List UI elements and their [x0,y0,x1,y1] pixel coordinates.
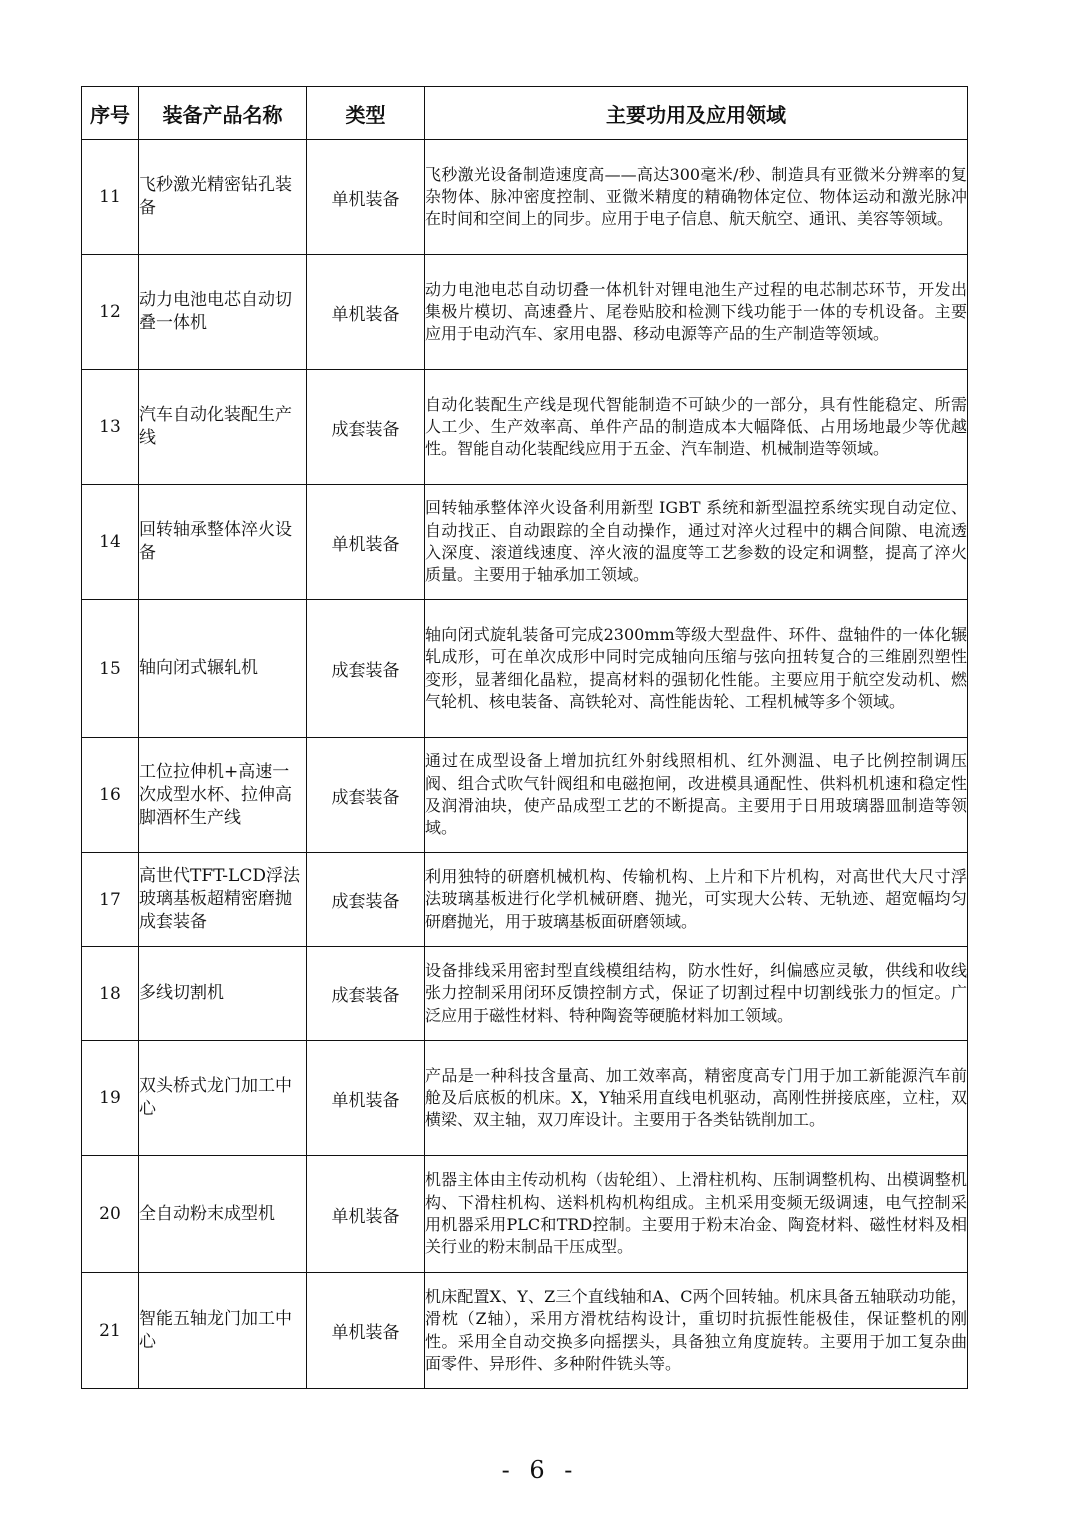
row-type: 成套装备 [307,853,425,947]
row-number: 14 [82,485,139,600]
row-number: 21 [82,1273,139,1389]
table-row [82,140,968,255]
row-type: 成套装备 [307,370,425,485]
table-row [82,947,968,1041]
row-number: 15 [82,600,139,738]
row-type: 单机装备 [307,1041,425,1156]
row-type: 单机装备 [307,1273,425,1389]
row-number: 16 [82,738,139,853]
table-row [82,600,968,738]
row-product-name: 高世代TFT-LCD浮法玻璃基板超精密磨抛成套装备 [139,853,307,947]
header-number: 序号 [82,87,139,140]
header-type: 类型 [307,87,425,140]
table-row [82,1156,968,1273]
row-product-name: 汽车自动化装配生产线 [139,370,307,485]
table-row [82,853,968,947]
equipment-table [81,86,968,1389]
row-number: 11 [82,140,139,255]
row-description: 动力电池电芯自动切叠一体机针对锂电池生产过程的电芯制芯环节，开发出集极片模切、高速叠片、尾卷贴胶和检测下线功能于一体的专机设备。主要应用于电动汽车、家用电器、移动电源等产品的生产制造等领域。 [425,255,968,370]
row-type: 成套装备 [307,738,425,853]
row-description: 设备排线采用密封型直线模组结构，防水性好，纠偏感应灵敏，供线和收线张力控制采用闭环反馈控制方式，保证了切割过程中切割线张力的恒定。广泛应用于磁性材料、特种陶瓷等硬脆材料加工领域。 [425,947,968,1041]
row-product-name: 多线切割机 [139,947,307,1041]
table-row [82,738,968,853]
header-product-name: 装备产品名称 [139,87,307,140]
row-type: 成套装备 [307,600,425,738]
row-number: 12 [82,255,139,370]
row-description: 轴向闭式旋轧装备可完成2300mm等级大型盘件、环件、盘轴件的一体化辗轧成形，可在单次成形中同时完成轴向压缩与弦向扭转复合的三维剧烈塑性变形，显著细化晶粒，提高材料的强韧化性能。主要应用于航空发动机、燃气轮机、核电装备、高铁轮对、高性能齿轮、工程机械等多个领域。 [425,600,968,738]
table-header-row [82,87,968,140]
table-row [82,255,968,370]
row-description: 自动化装配生产线是现代智能制造不可缺少的一部分，具有性能稳定、所需人工少、生产效率高、单件产品的制造成本大幅降低、占用场地最少等优越性。智能自动化装配线应用于五金、汽车制造、机械制造等领域。 [425,370,968,485]
row-type: 成套装备 [307,947,425,1041]
row-number: 20 [82,1156,139,1273]
page-number: - 6 - [501,1456,579,1484]
table-row [82,370,968,485]
table-row [82,1273,968,1389]
row-number: 18 [82,947,139,1041]
row-type: 单机装备 [307,1156,425,1273]
table-row [82,485,968,600]
row-product-name: 动力电池电芯自动切叠一体机 [139,255,307,370]
row-product-name: 智能五轴龙门加工中心 [139,1273,307,1389]
row-product-name: 工位拉伸机+高速一次成型水杯、拉伸高脚酒杯生产线 [139,738,307,853]
row-description: 回转轴承整体淬火设备利用新型 IGBT 系统和新型温控系统实现自动定位、自动找正、自动跟踪的全自动操作，通过对淬火过程中的耦合间隙、电流透入深度、滚道线速度、淬火液的温度等工艺参数的设定和调整，提高了淬火质量。主要用于轴承加工领域。 [425,485,968,600]
row-description: 利用独特的研磨机械机构、传输机构、上片和下片机构，对高世代大尺寸浮法玻璃基板进行化学机械研磨、抛光，可实现大公转、无轨迹、超宽幅均匀研磨抛光，用于玻璃基板面研磨领域。 [425,853,968,947]
row-description: 飞秒激光设备制造速度高——高达300毫米/秒、制造具有亚微米分辨率的复杂物体、脉冲密度控制、亚微米精度的精确物体定位、物体运动和激光脉冲在时间和空间上的同步。应用于电子信息、航天航空、通讯、美容等领域。 [425,140,968,255]
row-product-name: 双头桥式龙门加工中心 [139,1041,307,1156]
row-number: 19 [82,1041,139,1156]
row-type: 单机装备 [307,485,425,600]
table-row [82,1041,968,1156]
row-type: 单机装备 [307,255,425,370]
row-number: 17 [82,853,139,947]
row-description: 机床配置X、Y、Z三个直线轴和A、C两个回转轴。机床具备五轴联动功能，滑枕（Z轴），采用方滑枕结构设计，重切时抗振性能极佳，保证整机的刚性。采用全自动交换多向摇摆头，具备独立角度旋转。主要用于加工复杂曲面零件、异形件、多种附件铣头等。 [425,1273,968,1389]
row-description: 机器主体由主传动机构（齿轮组）、上滑柱机构、压制调整机构、出模调整机构、下滑柱机构、送料机构机构组成。主机采用变频无级调速，电气控制采用机器采用PLC和TRD控制。主要用于粉末冶金、陶瓷材料、磁性材料及相关行业的粉末制品干压成型。 [425,1156,968,1273]
row-product-name: 回转轴承整体淬火设备 [139,485,307,600]
header-function: 主要功用及应用领域 [425,87,968,140]
row-type: 单机装备 [307,140,425,255]
row-description: 产品是一种科技含量高、加工效率高，精密度高专门用于加工新能源汽车前舱及后底板的机床。X，Y轴采用直线电机驱动，高刚性拼接底座，立柱，双横梁、双主轴，双刀库设计。主要用于各类钻铣削加工。 [425,1041,968,1156]
row-product-name: 飞秒激光精密钻孔装备 [139,140,307,255]
row-product-name: 轴向闭式辗轧机 [139,600,307,738]
row-number: 13 [82,370,139,485]
row-description: 通过在成型设备上增加抗红外射线照相机、红外测温、电子比例控制调压阀、组合式吹气针阀组和电磁抱闸，改进模具通配性、供料机机速和稳定性及润滑油块，使产品成型工艺的不断提高。主要用于日用玻璃器皿制造等领域。 [425,738,968,853]
row-product-name: 全自动粉末成型机 [139,1156,307,1273]
